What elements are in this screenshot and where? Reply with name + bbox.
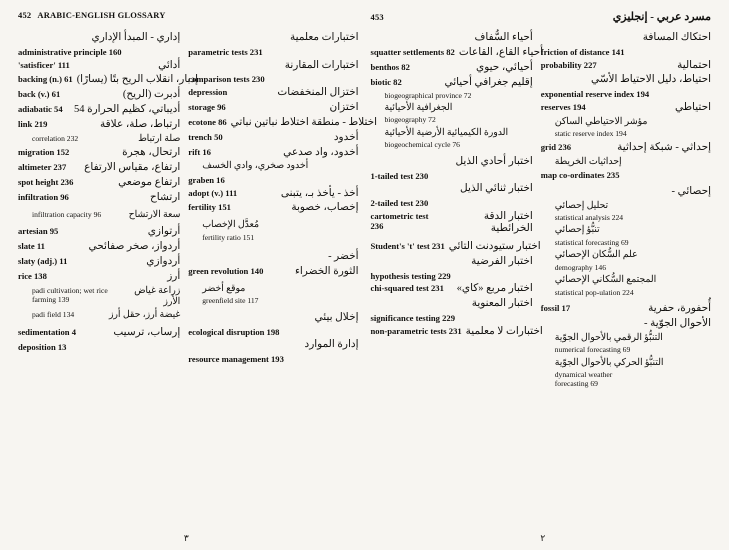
glossary-entry xyxy=(18,119,180,131)
glossary-entry xyxy=(188,175,358,185)
entry-arabic: غيضة أرز، حقل أرز xyxy=(108,310,181,321)
entry-english: biogeographical province 72 xyxy=(384,90,472,100)
entry-arabic: أردوازي xyxy=(146,256,181,268)
glossary-subentry xyxy=(555,130,711,139)
right-page xyxy=(365,10,722,528)
entry-english: spot height 236 xyxy=(18,177,74,188)
entry-arabic: ارتحال، هجرة xyxy=(122,147,181,159)
glossary-entry xyxy=(541,74,711,86)
glossary-entry xyxy=(541,89,711,99)
entry-english: padi cultivation; wet rice farming 139 xyxy=(32,285,108,304)
entry-arabic: ارتشاح xyxy=(149,191,181,203)
entry-english: trench 50 xyxy=(188,131,223,142)
glossary-subentry xyxy=(202,297,358,306)
right-column-2 xyxy=(541,32,711,528)
entry-english: biogeography 72 xyxy=(384,115,436,125)
entry-english: biotic 82 xyxy=(370,76,402,87)
left-folio: 452 xyxy=(18,10,32,20)
entry-english: Student's 't' test 231 xyxy=(370,241,445,252)
glossary-entry xyxy=(18,241,180,253)
entry-english: resource management 193 xyxy=(188,354,284,365)
glossary-entry xyxy=(18,147,180,159)
glossary-entry xyxy=(541,303,711,315)
glossary-subentry xyxy=(385,92,533,101)
entry-english: artesian 95 xyxy=(18,226,59,237)
glossary-entry xyxy=(371,62,533,74)
entry-arabic: تحليل إحصائي xyxy=(554,200,609,211)
entry-english: significance testing 229 xyxy=(370,313,455,324)
entry-english: correlation 232 xyxy=(32,133,79,143)
glossary-entry xyxy=(18,89,180,101)
right-page-number: ٢ xyxy=(540,533,546,543)
entry-english: 1-tailed test 230 xyxy=(370,170,429,181)
right-folio: 453 xyxy=(370,12,384,22)
entry-arabic: أخدود، واد صدعي xyxy=(283,146,359,158)
entry-arabic: اختبار مربع «كاي» xyxy=(456,283,533,295)
entry-english: depression xyxy=(188,87,228,98)
glossary-subentry xyxy=(32,210,180,221)
entry-arabic: احتياط، دليل الاحتياط الأسّي xyxy=(590,74,711,86)
entry-arabic: الجغرافية الأحيائية xyxy=(384,102,453,113)
entry-english: exponential reserve index 194 xyxy=(540,89,650,100)
glossary-entry xyxy=(371,77,533,89)
entry-english: cartometric test 236 xyxy=(370,210,429,231)
entry-english: padi field 134 xyxy=(32,310,75,320)
glossary-subentry xyxy=(555,346,711,355)
right-page-columns xyxy=(371,32,712,528)
entry-english: comparison tests 230 xyxy=(188,74,265,85)
glossary-subentry xyxy=(555,371,711,389)
entry-arabic: أردواز، صخر صفائحي xyxy=(88,241,181,253)
entry-english: statistical analysis 224 xyxy=(554,213,624,223)
entry-english: slate 11 xyxy=(18,241,45,252)
entry-english: 2-tailed test 230 xyxy=(370,198,429,209)
glossary-entry xyxy=(18,177,180,189)
entry-arabic: إقليم جغرافي أحيائي xyxy=(444,76,533,88)
left-running-head: ARABIC-ENGLISH GLOSSARY xyxy=(37,10,166,20)
entry-arabic: اختبار أحادي الذيل xyxy=(455,155,533,167)
glossary-entry xyxy=(18,192,180,204)
glossary-subentry xyxy=(385,103,533,114)
entry-english: backing (n.) 61 xyxy=(18,74,73,85)
left-column-2 xyxy=(188,32,378,528)
entry-english: slaty (adj.) 11 xyxy=(18,256,68,267)
entry-arabic: الأحوال الجوّية - xyxy=(644,318,711,330)
glossary-entry xyxy=(188,354,358,364)
entry-english: statistical forecasting 69 xyxy=(554,237,629,247)
glossary-entry xyxy=(188,116,378,129)
glossary-entry xyxy=(371,156,533,168)
entry-english: demography 146 xyxy=(554,262,606,272)
left-column-1 xyxy=(18,32,199,528)
entry-arabic: إخلال بيئي xyxy=(314,311,359,323)
entry-arabic: سعة الارتشاح xyxy=(128,209,181,220)
glossary-subentry xyxy=(202,220,358,231)
entry-english: adopt (v.) 111 xyxy=(188,187,238,198)
glossary-subentry xyxy=(555,157,711,168)
glossary-entry xyxy=(371,183,533,195)
entry-english: numerical forecasting 69 xyxy=(554,345,631,355)
entry-arabic: أدائي xyxy=(158,59,181,71)
entry-arabic: اختبارات معلمية xyxy=(290,32,359,43)
right-column-1 xyxy=(370,32,544,528)
glossary-subentry xyxy=(555,201,711,212)
entry-english: fossil 17 xyxy=(540,303,571,314)
entry-arabic: اختبار الدقة الخرائطية xyxy=(483,210,533,235)
entry-english: deposition 13 xyxy=(18,341,67,352)
entry-english: biogeochemical cycle 76 xyxy=(384,140,460,150)
entry-english: chi-squared test 231 xyxy=(370,283,444,294)
right-page-header xyxy=(371,10,712,26)
entry-english: 'satisficer' 111 xyxy=(18,59,70,70)
left-page-header xyxy=(18,10,359,26)
glossary-entry xyxy=(188,87,358,99)
entry-english: friction of distance 141 xyxy=(540,46,625,57)
entry-arabic: مؤشر الاحتياطي الساكن xyxy=(554,116,648,127)
entry-english: map co-ordinates 235 xyxy=(540,170,620,181)
glossary-entry xyxy=(18,271,180,283)
glossary-entry xyxy=(18,60,180,72)
entry-english: benthos 82 xyxy=(370,61,410,72)
entry-arabic: أحياء القاع، القاعات xyxy=(458,46,544,58)
entry-arabic: زراعة غياض الأرز xyxy=(134,285,181,307)
glossary-entry xyxy=(371,313,533,323)
entry-english: rift 16 xyxy=(188,146,211,157)
entry-english: back (v.) 61 xyxy=(18,89,61,100)
entry-english: graben 16 xyxy=(188,174,225,185)
entry-arabic: أحياء السُّفاف xyxy=(474,32,533,43)
entry-arabic: التنبُّؤ الرقمي بالأحوال الجوّية xyxy=(554,333,663,343)
entry-english: migration 152 xyxy=(18,147,70,158)
entry-arabic: إحداثي - شبكة إحداثية xyxy=(617,141,711,153)
glossary-subentry xyxy=(555,264,711,273)
glossary-entry xyxy=(371,298,533,310)
glossary-entry xyxy=(541,32,711,44)
glossary-subentry xyxy=(385,128,533,139)
glossary-entry xyxy=(541,47,711,57)
glossary-subentry xyxy=(202,161,358,172)
glossary-entry xyxy=(18,104,180,116)
entry-english: parametric tests 231 xyxy=(188,46,263,57)
glossary-subentry xyxy=(555,333,711,344)
entry-arabic: أخضر - xyxy=(328,251,359,263)
glossary-subentry xyxy=(202,234,358,243)
glossary-entry xyxy=(188,251,358,263)
glossary-entry xyxy=(18,32,180,44)
glossary-entry xyxy=(18,47,180,57)
entry-arabic: اختبارات لا معلمية xyxy=(465,325,543,337)
entry-arabic: تنبُّؤ إحصائي xyxy=(554,225,600,236)
glossary-entry xyxy=(18,226,180,238)
entry-english: squatter settlements 82 xyxy=(370,46,455,57)
entry-arabic: اختزال المنخفضات xyxy=(277,87,359,99)
entry-arabic: إداري - المبدأ الإداري xyxy=(91,32,181,43)
entry-arabic: موقع أخضر xyxy=(202,283,246,294)
glossary-entry xyxy=(541,102,711,114)
entry-arabic: إحداثيات الخريطة xyxy=(554,156,622,167)
glossary-entry xyxy=(18,256,180,268)
glossary-entry xyxy=(18,74,199,86)
entry-english: static reserve index 194 xyxy=(554,129,627,139)
glossary-entry xyxy=(541,60,711,72)
entry-english: altimeter 237 xyxy=(18,162,67,173)
entry-english: statistical pop-ulation 224 xyxy=(554,287,634,297)
entry-english: link 219 xyxy=(18,119,48,130)
glossary-entry xyxy=(370,241,541,253)
entry-english: ecotone 86 xyxy=(188,116,227,127)
entry-arabic: الدورة الكيميائية الأرضية الأحيائية xyxy=(384,127,509,138)
entry-arabic: أخدود صخري، وادي الخسف xyxy=(202,161,309,172)
entry-arabic: إخصاب، خصوبة xyxy=(291,202,359,214)
glossary-subentry xyxy=(555,225,711,236)
glossary-entry xyxy=(188,132,358,144)
glossary-entry xyxy=(371,32,533,44)
glossary-entry xyxy=(541,142,711,154)
entry-english: infiltration capacity 96 xyxy=(32,209,102,219)
glossary-subentry xyxy=(32,286,180,308)
entry-arabic: الثورة الخضراء xyxy=(294,266,359,278)
entry-arabic: اختلاط - منطقة اختلاط نباتين نباتي xyxy=(230,116,378,128)
glossary-subentry xyxy=(555,239,711,248)
entry-arabic: احتمالية xyxy=(677,59,711,71)
page-footer xyxy=(8,528,721,544)
entry-arabic: اختبارات المقارنة xyxy=(284,59,359,71)
glossary-entry xyxy=(371,211,533,236)
entry-arabic: أخدود xyxy=(333,131,359,143)
entry-arabic: احتياطي xyxy=(674,101,711,113)
entry-arabic: أُحفورة، حفرية xyxy=(648,303,711,315)
entry-arabic: اختبار الفرضية xyxy=(471,255,533,267)
glossary-entry xyxy=(370,325,543,338)
entry-arabic: أدبرت (الريح) xyxy=(122,89,181,101)
entry-arabic: التنبُّؤ الحركي بالأحوال الجوّية xyxy=(554,357,664,368)
entry-english: hypothesis testing 229 xyxy=(370,270,451,281)
glossary-subentry xyxy=(385,116,533,125)
glossary-entry xyxy=(18,327,180,339)
glossary-subentry xyxy=(555,214,711,223)
entry-english: fertility 151 xyxy=(188,202,231,213)
entry-arabic: إدارة الموارد xyxy=(304,339,359,351)
entry-english: non-parametric tests 231 xyxy=(370,325,462,336)
glossary-subentry xyxy=(385,141,533,150)
entry-arabic: احتكاك المسافة xyxy=(642,32,711,43)
entry-english: reserves 194 xyxy=(540,101,586,112)
glossary-subentry xyxy=(555,358,711,369)
entry-arabic: اختبار المعنوية xyxy=(471,298,533,310)
entry-english: rice 138 xyxy=(18,270,47,281)
entry-arabic: اختزان xyxy=(329,101,359,113)
entry-english: infiltration 96 xyxy=(18,191,69,202)
glossary-entry xyxy=(188,312,358,324)
glossary-subentry xyxy=(32,310,180,321)
left-page-number: ٣ xyxy=(183,533,189,543)
entry-arabic: إحصائي - xyxy=(671,185,711,197)
glossary-entry xyxy=(188,339,358,351)
entry-english: dynamical weather forecasting 69 xyxy=(554,370,613,389)
glossary-entry xyxy=(18,162,180,174)
entry-english: sedimentation 4 xyxy=(18,326,77,337)
entry-arabic: المجتمع السُّكاني الإحصائي xyxy=(554,275,657,286)
entry-arabic: ارتباط، صلة، علاقة xyxy=(100,119,181,131)
glossary-entry xyxy=(188,102,358,114)
glossary-entry xyxy=(188,202,358,214)
glossary-entry xyxy=(188,327,358,337)
glossary-subentry xyxy=(555,117,711,128)
entry-english: probability 227 xyxy=(540,59,597,70)
glossary-entry xyxy=(188,60,358,72)
entry-arabic: مُعدَّل الإخصاب xyxy=(202,220,259,231)
entry-arabic: ارتفاع موضعي xyxy=(118,177,181,189)
entry-arabic: أخذ - يأخذ بـ، يتبنى xyxy=(280,187,359,199)
glossary-subentry xyxy=(202,284,358,295)
glossary-entry xyxy=(371,271,533,281)
entry-arabic: أرز xyxy=(167,270,181,282)
entry-english: ecological disruption 198 xyxy=(188,326,280,337)
glossary-subentry xyxy=(32,134,180,145)
entry-arabic: صلة ارتباط xyxy=(138,133,181,144)
glossary-entry xyxy=(188,188,358,200)
glossary-subentry xyxy=(555,289,711,298)
glossary-subentry xyxy=(555,250,711,261)
glossary-entry xyxy=(188,47,358,57)
glossary-entry xyxy=(541,318,711,330)
glossary-entry xyxy=(371,283,533,295)
entry-arabic: اختبار ستيودنت التائي xyxy=(448,241,541,253)
glossary-entry xyxy=(188,266,358,278)
glossary-entry xyxy=(188,32,358,44)
entry-arabic: أرتوازي xyxy=(147,226,181,238)
entry-english: green revolution 140 xyxy=(188,266,264,277)
entry-english: grid 236 xyxy=(540,141,572,152)
right-running-head: مسرد عربي - إنجليزي xyxy=(612,11,711,23)
glossary-subentry xyxy=(555,275,711,286)
entry-english: administrative principle 160 xyxy=(18,46,122,57)
spread-body xyxy=(8,10,721,528)
glossary-entry xyxy=(188,147,358,159)
glossary-entry xyxy=(188,74,358,84)
entry-arabic: إرساب، ترسيب xyxy=(113,326,181,338)
entry-english: adiabatic 54 xyxy=(18,104,63,115)
glossary-entry xyxy=(541,170,711,180)
glossary-entry xyxy=(371,198,533,208)
entry-english: storage 96 xyxy=(188,101,226,112)
entry-arabic: علم السُّكان الإحصائي xyxy=(554,250,638,261)
glossary-entry xyxy=(18,342,180,352)
entry-arabic: إدبار، انقلاب الريح بتًا (يسارًا) xyxy=(76,74,199,86)
entry-arabic: أديباتي، كظيم الحرارة 54 xyxy=(73,104,181,116)
glossary-entry xyxy=(371,171,533,181)
glossary-entry xyxy=(370,46,544,59)
entry-arabic: اختبار ثنائي الذيل xyxy=(460,183,533,195)
entry-english: greenfield site 117 xyxy=(202,296,259,306)
entry-arabic: أحيائي، حيوي xyxy=(475,61,533,73)
glossary-entry xyxy=(541,186,711,198)
entry-english: fertility ratio 151 xyxy=(202,232,255,242)
entry-arabic: ارتفاع، مقياس الارتفاع xyxy=(84,162,181,174)
glossary-entry xyxy=(371,256,533,268)
left-page-columns xyxy=(18,32,378,528)
